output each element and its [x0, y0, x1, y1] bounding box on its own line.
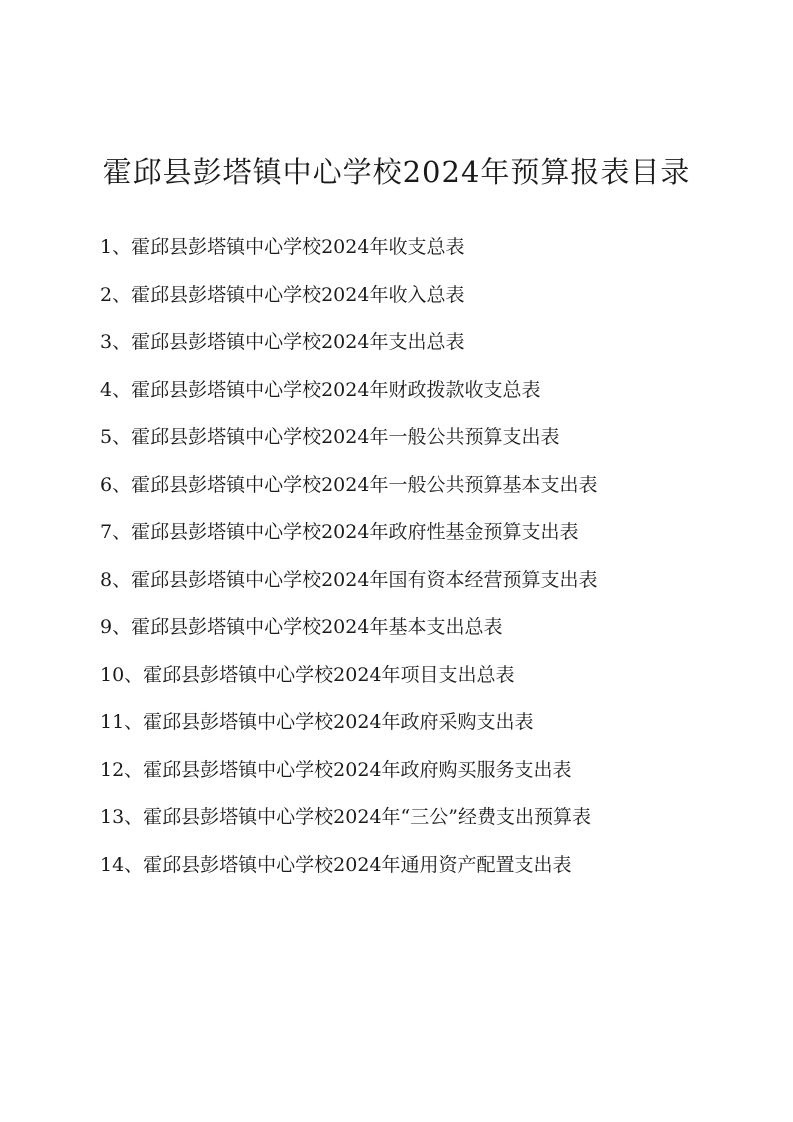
toc-item-12: 12、霍邱县彭塔镇中心学校2024年政府购买服务支出表 [100, 758, 572, 781]
table-of-contents [100, 230, 760, 895]
toc-item-6: 6、霍邱县彭塔镇中心学校2024年一般公共预算基本支出表 [100, 473, 598, 496]
toc-item-10: 10、霍邱县彭塔镇中心学校2024年项目支出总表 [100, 663, 515, 686]
toc-item-8: 8、霍邱县彭塔镇中心学校2024年国有资本经营预算支出表 [100, 568, 598, 591]
toc-item-9: 9、霍邱县彭塔镇中心学校2024年基本支出总表 [100, 616, 503, 638]
toc-item-7: 7、霍邱县彭塔镇中心学校2024年政府性基金预算支出表 [100, 521, 579, 543]
toc-item-2: 2、霍邱县彭塔镇中心学校2024年收入总表 [100, 283, 465, 306]
toc-item-14: 14、霍邱县彭塔镇中心学校2024年通用资产配置支出表 [100, 853, 572, 876]
toc-item-13: 13、霍邱县彭塔镇中心学校2024年“三公”经费支出预算表 [100, 806, 591, 828]
toc-item-3: 3、霍邱县彭塔镇中心学校2024年支出总表 [100, 331, 465, 353]
toc-item-5: 5、霍邱县彭塔镇中心学校2024年一般公共预算支出表 [100, 426, 560, 448]
toc-item-11: 11、霍邱县彭塔镇中心学校2024年政府采购支出表 [100, 711, 534, 733]
toc-item-1: 1、霍邱县彭塔镇中心学校2024年收支总表 [100, 236, 465, 258]
page-title: 霍邱县彭塔镇中心学校2024年预算报表目录 [102, 155, 691, 189]
toc-item-4: 4、霍邱县彭塔镇中心学校2024年财政拨款收支总表 [100, 378, 541, 401]
